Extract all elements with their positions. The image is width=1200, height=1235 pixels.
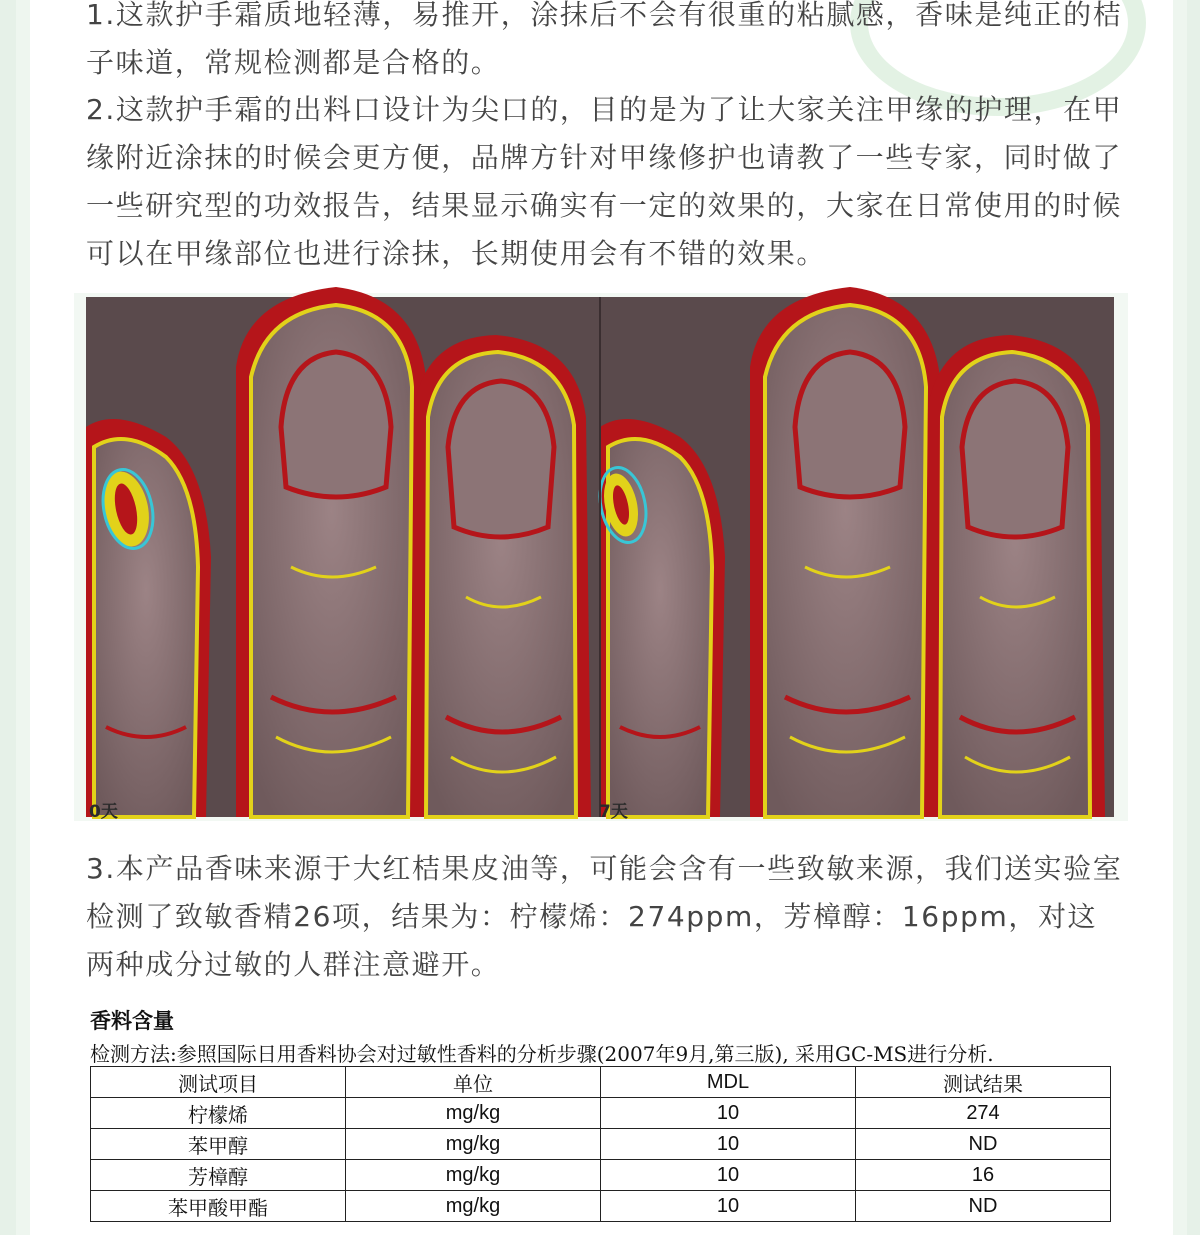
table-row <box>91 1191 1111 1222</box>
cell-mdl: 10 <box>601 1098 856 1129</box>
cell-mdl: 10 <box>601 1160 856 1191</box>
day0-panel <box>86 287 600 817</box>
cell-unit: mg/kg <box>346 1129 601 1160</box>
day7-panel <box>594 287 1114 817</box>
cell-result: 274 <box>856 1098 1111 1129</box>
table-header-row <box>91 1067 1111 1098</box>
nail-comparison-photo <box>86 297 1114 817</box>
table-row <box>91 1160 1111 1191</box>
paragraph-texture: 1.这款护手霜质地轻薄，易推开，涂抹后不会有很重的粘腻感，香味是纯正的桔子味道，常规检测都是合格的。 <box>86 0 1123 79</box>
cell-result: ND <box>856 1129 1111 1160</box>
cell-item: 柠檬烯 <box>91 1098 346 1129</box>
paragraph-fragrance: 3.本产品香味来源于大红桔果皮油等，可能会含有一些致敏来源，我们送实验室检测了致敏香精26项，结果为：柠檬烯：274ppm，芳樟醇：16ppm，对这两种成分过敏的人群注意避开。 <box>86 852 1123 981</box>
header-unit: 单位 <box>346 1067 601 1098</box>
header-item: 测试项目 <box>91 1067 346 1098</box>
table-row <box>91 1129 1111 1160</box>
report-method: 检测方法:参照国际日用香料协会对过敏性香料的分析步骤(2007年9月,第三版), 采用GC-MS进行分析. <box>90 1042 994 1066</box>
day7-label: 7天 <box>599 802 628 822</box>
cell-item: 苯甲酸甲酯 <box>91 1191 346 1222</box>
results-table <box>90 1066 1111 1222</box>
cell-unit: mg/kg <box>346 1191 601 1222</box>
cell-mdl: 10 <box>601 1191 856 1222</box>
cell-item: 芳樟醇 <box>91 1160 346 1191</box>
cell-unit: mg/kg <box>346 1160 601 1191</box>
cell-result: 16 <box>856 1160 1111 1191</box>
table-row <box>91 1098 1111 1129</box>
paragraph-nozzle: 2.这款护手霜的出料口设计为尖口的，目的是为了让大家关注甲缘的护理，在甲缘附近涂抹的时候会更方便，品牌方针对甲缘修护也请教了一些专家，同时做了一些研究型的功效报告，结果显示确实有一定的效果的，大家在日常使用的时候可以在甲缘部位也进行涂抹，长期使用会有不错的效果。 <box>86 93 1123 270</box>
header-mdl: MDL <box>601 1067 856 1098</box>
header-result: 测试结果 <box>856 1067 1111 1098</box>
cell-mdl: 10 <box>601 1129 856 1160</box>
report-title: 香料含量 <box>90 1008 174 1033</box>
day0-label: 0天 <box>89 802 118 822</box>
cell-unit: mg/kg <box>346 1098 601 1129</box>
lab-report-image <box>90 1005 1115 1220</box>
cell-item: 苯甲醇 <box>91 1129 346 1160</box>
cell-result: ND <box>856 1191 1111 1222</box>
